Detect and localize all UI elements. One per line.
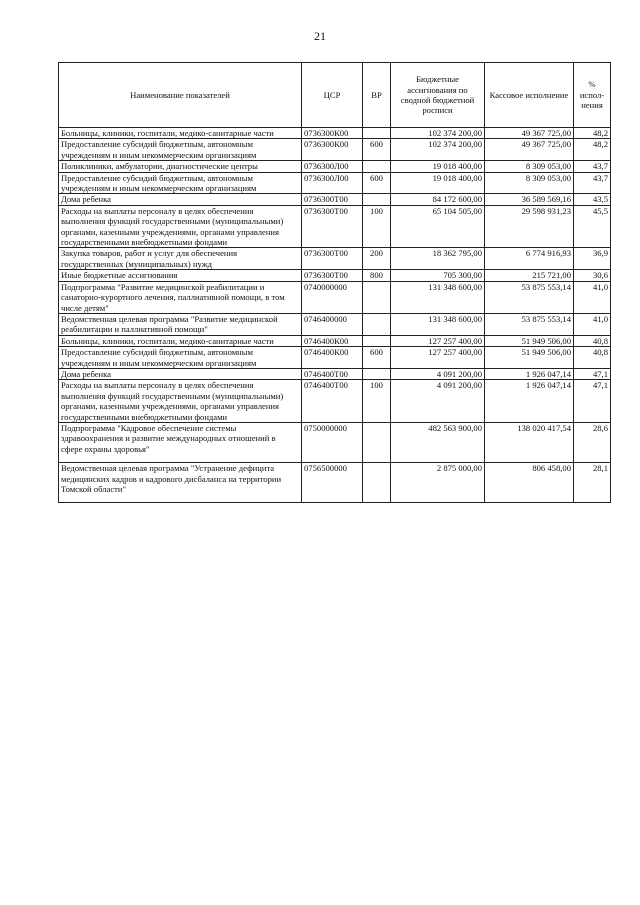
row-pct: 47,1 bbox=[574, 380, 611, 423]
row-cash: 806 458,00 bbox=[485, 463, 574, 503]
row-csr: 0740000000 bbox=[302, 281, 363, 313]
row-csr: 0756500000 bbox=[302, 463, 363, 503]
row-name: Подпрограмма "Развитие медицинской реабилитации и санаторно-курортного лечения, паллиативной помощи, в том числе детям" bbox=[59, 281, 302, 313]
row-pct: 28,1 bbox=[574, 463, 611, 503]
row-pct: 30,6 bbox=[574, 270, 611, 281]
page-number: 21 bbox=[314, 29, 326, 43]
row-pct: 43,7 bbox=[574, 172, 611, 194]
table-row bbox=[59, 139, 611, 161]
row-cash: 51 949 506,00 bbox=[485, 335, 574, 346]
row-vr bbox=[363, 194, 391, 205]
row-name: Больницы, клиники, госпитали, медико-санитарные части bbox=[59, 335, 302, 346]
row-vr: 600 bbox=[363, 172, 391, 194]
row-name: Больницы, клиники, госпитали, медико-санитарные части bbox=[59, 128, 302, 139]
row-name: Дома ребенка bbox=[59, 368, 302, 379]
row-csr: 0746400Т00 bbox=[302, 368, 363, 379]
table-row bbox=[59, 313, 611, 335]
table-row bbox=[59, 368, 611, 379]
row-pct: 41,0 bbox=[574, 313, 611, 335]
row-vr bbox=[363, 422, 391, 462]
row-plan: 482 563 900,00 bbox=[391, 422, 485, 462]
row-csr: 0736300К00 bbox=[302, 128, 363, 139]
row-csr: 0736300Л00 bbox=[302, 161, 363, 172]
row-vr bbox=[363, 368, 391, 379]
row-plan: 131 348 600,00 bbox=[391, 281, 485, 313]
row-vr bbox=[363, 281, 391, 313]
row-name: Предоставление субсидий бюджетным, автономным учреждениям и иным некоммерческим организациям bbox=[59, 347, 302, 369]
row-vr bbox=[363, 335, 391, 346]
table-row bbox=[59, 270, 611, 281]
budget-execution-table bbox=[58, 62, 611, 503]
row-csr: 0736300Л00 bbox=[302, 172, 363, 194]
row-plan: 131 348 600,00 bbox=[391, 313, 485, 335]
header-pct: % испол-нения bbox=[574, 63, 611, 128]
row-vr: 100 bbox=[363, 205, 391, 248]
row-csr: 0736300Т00 bbox=[302, 270, 363, 281]
row-vr bbox=[363, 313, 391, 335]
header-csr: ЦСР bbox=[302, 63, 363, 128]
table-row bbox=[59, 335, 611, 346]
row-plan: 19 018 400,00 bbox=[391, 172, 485, 194]
row-vr: 600 bbox=[363, 139, 391, 161]
row-name: Иные бюджетные ассигнования bbox=[59, 270, 302, 281]
row-cash: 29 598 931,23 bbox=[485, 205, 574, 248]
table-row bbox=[59, 205, 611, 248]
row-vr: 100 bbox=[363, 380, 391, 423]
table-header-row bbox=[59, 63, 611, 128]
row-csr: 0746400К00 bbox=[302, 347, 363, 369]
row-pct: 43,7 bbox=[574, 161, 611, 172]
row-vr: 200 bbox=[363, 248, 391, 270]
row-pct: 40,8 bbox=[574, 335, 611, 346]
table-row bbox=[59, 194, 611, 205]
row-plan: 102 374 200,00 bbox=[391, 128, 485, 139]
row-cash: 1 926 047,14 bbox=[485, 368, 574, 379]
row-vr: 800 bbox=[363, 270, 391, 281]
row-pct: 48,2 bbox=[574, 128, 611, 139]
row-name: Предоставление субсидий бюджетным, автономным учреждениям и иным некоммерческим организациям bbox=[59, 139, 302, 161]
table-row bbox=[59, 248, 611, 270]
row-plan: 4 091 200,00 bbox=[391, 380, 485, 423]
row-plan: 19 018 400,00 bbox=[391, 161, 485, 172]
row-plan: 4 091 200,00 bbox=[391, 368, 485, 379]
row-name: Дома ребенка bbox=[59, 194, 302, 205]
row-cash: 53 875 553,14 bbox=[485, 313, 574, 335]
row-cash: 36 589 569,16 bbox=[485, 194, 574, 205]
row-pct: 43,5 bbox=[574, 194, 611, 205]
row-plan: 127 257 400,00 bbox=[391, 335, 485, 346]
table-row bbox=[59, 463, 611, 503]
row-csr: 0750000000 bbox=[302, 422, 363, 462]
row-cash: 49 367 725,00 bbox=[485, 128, 574, 139]
row-pct: 40,8 bbox=[574, 347, 611, 369]
row-pct: 45,5 bbox=[574, 205, 611, 248]
row-plan: 65 104 505,00 bbox=[391, 205, 485, 248]
table-row bbox=[59, 380, 611, 423]
row-csr: 0746400К00 bbox=[302, 335, 363, 346]
row-cash: 8 309 053,00 bbox=[485, 172, 574, 194]
row-cash: 215 721,00 bbox=[485, 270, 574, 281]
header-plan: Бюджетные ассигнования по сводной бюджетной росписи bbox=[391, 63, 485, 128]
row-cash: 138 020 417,54 bbox=[485, 422, 574, 462]
row-vr bbox=[363, 463, 391, 503]
header-name: Наименование показателей bbox=[59, 63, 302, 128]
row-name: Закупка товаров, работ и услуг для обеспечения государственных (муниципальных) нужд bbox=[59, 248, 302, 270]
row-name: Расходы на выплаты персоналу в целях обеспечения выполнения функций государственными (муниципальными) органами, казенными учреждениями, органами управления государственными внебюджетными фондами bbox=[59, 380, 302, 423]
row-csr: 0746400000 bbox=[302, 313, 363, 335]
row-pct: 28,6 bbox=[574, 422, 611, 462]
table-row bbox=[59, 422, 611, 462]
row-vr bbox=[363, 161, 391, 172]
table-row bbox=[59, 161, 611, 172]
row-cash: 1 926 047,14 bbox=[485, 380, 574, 423]
row-plan: 84 172 600,00 bbox=[391, 194, 485, 205]
row-csr: 0736300Т00 bbox=[302, 248, 363, 270]
row-cash: 8 309 053,00 bbox=[485, 161, 574, 172]
row-pct: 41,0 bbox=[574, 281, 611, 313]
row-plan: 127 257 400,00 bbox=[391, 347, 485, 369]
row-plan: 2 875 000,00 bbox=[391, 463, 485, 503]
table-row bbox=[59, 172, 611, 194]
row-cash: 49 367 725,00 bbox=[485, 139, 574, 161]
row-pct: 48,2 bbox=[574, 139, 611, 161]
row-name: Подпрограмма "Кадровое обеспечение системы здравоохранения и развитие международных отношений в сфере охраны здоровья" bbox=[59, 422, 302, 462]
row-name: Ведомственная целевая программа "Устранение дефицита медицинских кадров и кадрового дисбаланса на территории Томской области" bbox=[59, 463, 302, 503]
row-name: Ведомственная целевая программа "Развитие медицинской реабилитации и паллиативной помощи" bbox=[59, 313, 302, 335]
row-cash: 53 875 553,14 bbox=[485, 281, 574, 313]
row-csr: 0746400Т00 bbox=[302, 380, 363, 423]
table-row bbox=[59, 128, 611, 139]
row-plan: 102 374 200,00 bbox=[391, 139, 485, 161]
header-cash: Кассовое исполнение bbox=[485, 63, 574, 128]
table-row bbox=[59, 347, 611, 369]
row-cash: 6 774 916,93 bbox=[485, 248, 574, 270]
row-csr: 0736300К00 bbox=[302, 139, 363, 161]
row-vr bbox=[363, 128, 391, 139]
row-plan: 18 362 795,00 bbox=[391, 248, 485, 270]
row-cash: 51 949 506,00 bbox=[485, 347, 574, 369]
row-name: Расходы на выплаты персоналу в целях обеспечения выполнения функций государственными (муниципальными) органами, казенными учреждениями, органами управления государственными внебюджетными фондами bbox=[59, 205, 302, 248]
row-pct: 47,1 bbox=[574, 368, 611, 379]
row-pct: 36,9 bbox=[574, 248, 611, 270]
header-vr: ВР bbox=[363, 63, 391, 128]
row-name: Поликлиники, амбулатории, диагностические центры bbox=[59, 161, 302, 172]
row-plan: 705 300,00 bbox=[391, 270, 485, 281]
table-row bbox=[59, 281, 611, 313]
row-csr: 0736300Т00 bbox=[302, 205, 363, 248]
row-vr: 600 bbox=[363, 347, 391, 369]
row-name: Предоставление субсидий бюджетным, автономным учреждениям и иным некоммерческим организациям bbox=[59, 172, 302, 194]
row-csr: 0736300Т00 bbox=[302, 194, 363, 205]
